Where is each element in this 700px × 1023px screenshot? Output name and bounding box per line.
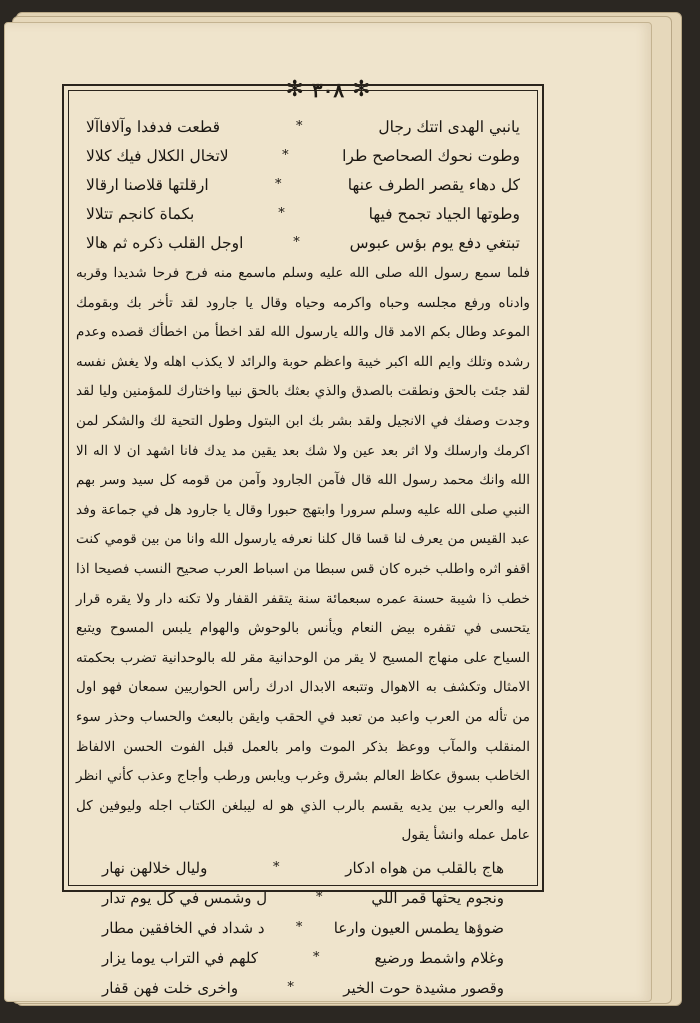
verse-hemistich-second: كلهم في التراب يوما يزار <box>102 948 258 967</box>
verse-hemistich-second: اوجل القلب ذكره ثم هالا <box>86 233 244 252</box>
text-block <box>76 112 530 997</box>
page-number: ٣٠٨ <box>311 78 345 102</box>
ornament-right-icon: ✻ <box>352 77 371 102</box>
verse-hemistich-first: هاج بالقلب من هواه ادكار <box>345 858 504 877</box>
verse-hemistich-first: كل دهاء يقصر الطرف عنها <box>347 175 520 194</box>
verse-separator: * <box>293 235 300 250</box>
verse-separator: * <box>316 890 323 906</box>
verse-separator: * <box>282 148 289 163</box>
verse-separator: * <box>273 860 280 876</box>
verse-line <box>76 141 530 170</box>
verse-hemistich-second: واخرى خلت فهن قفار <box>102 978 239 997</box>
verse-line <box>76 228 530 257</box>
verse-hemistich-second: ل وشمس في كل يوم تدار <box>102 888 268 907</box>
poem-bottom <box>76 853 530 1003</box>
verse-line <box>76 853 530 883</box>
verse-separator: * <box>275 177 282 192</box>
verse-line <box>76 170 530 199</box>
verse-hemistich-second: ارقلتها قلاصنا ارقالا <box>86 175 209 194</box>
verse-hemistich-first: وقصور مشيدة حوت الخير <box>343 978 504 997</box>
verse-hemistich-second: وليال خلالهن نهار <box>102 858 208 877</box>
verse-line <box>76 112 530 141</box>
verse-hemistich-first: وطوتها الجياد تجمح فيها <box>368 204 520 223</box>
verse-hemistich-first: وغلام واشمط ورضيع <box>374 948 504 967</box>
verse-hemistich-second: لاتخال الكلال فيك كلالا <box>86 146 229 165</box>
verse-line <box>76 199 530 228</box>
verse-separator: * <box>313 950 320 966</box>
verse-hemistich-first: تبتغي دفع يوم بؤس عبوس <box>349 233 520 252</box>
verse-line <box>76 943 530 973</box>
verse-separator: * <box>278 206 285 221</box>
verse-line <box>76 913 530 943</box>
verse-line <box>76 883 530 913</box>
verse-hemistich-second: بكماة كانجم تتلالا <box>86 204 195 223</box>
verse-separator: * <box>287 980 294 996</box>
verse-separator: * <box>295 920 303 936</box>
verse-hemistich-first: ونجوم يحثها قمر اللي <box>371 888 504 907</box>
poem-top <box>76 112 530 257</box>
verse-hemistich-second: قطعت فدفدا وآلافاآلا <box>86 117 220 136</box>
verse-line <box>76 973 530 1003</box>
verse-hemistich-first: وطوت نحوك الصحاصح طرا <box>342 146 520 165</box>
verse-separator: * <box>295 119 303 134</box>
verse-hemistich-first: يانبي الهدى اتتك رجال <box>378 117 520 136</box>
verse-hemistich-second: د شداد في الخافقين مطار <box>102 918 265 937</box>
prose-paragraph: فلما سمع رسول الله صلى الله عليه وسلم ماسمع منه فرح فرحا شديدا وقربه وادناه ورفع مجلسه وحباه واكرمه وحياه وقال يا جارود لقد تأخر بك وبقومك الموعد وطال بكم الامد قال والله يارسول الله لقد اخطأ من اخطأك قصده وعدم رشده وتلك وايم الله اكبر خيبة واعظم حوبة والرائد لا يكذب اهله ولا يغش نفسه لقد جئت بالحق ونطقت بالصدق والذي بعثك بالحق نبيا واختارك للمؤمنين وليا لقد وجدت وصفك في الانجيل ولقد بشر بك ابن البتول وطول التحية لك والشكر لمن اكرمك وارسلك ولا اثر بعد عين ولا شك بعد يقين مد يدك فانا اشهد ان لا اله الا الله وانك محمد رسول الله قال فآمن الجارود وآمن من قومه كل سيد وسر بهم النبي صلى الله عليه وسلم سرورا وابتهج حبورا وقال يا جارود هل في جماعة وفد عبد القيس من يعرف لنا قسا قال كلنا نعرفه يارسول الله وانا من بين قومي كنت اقفو اثره واطلب خبره كان قس سبطا من اسباط العرب صحيح النسب فصيحا اذا خطب ذا شيبة حسنة عمره سبعمائة سنة يتقفر القفار ولا تكنه دار ولا يقره قرار يتحسى في تقفره بيض النعام ويأنس بالوحوش والهوام يلبس المسوح ويتبع السياح على منهاج المسيح لا يقر من الوحدانية مقر لله بالوحدانية تضرب بحكمته الامثال وتكشف به الاهوال وتتبعه الابدال ادرك رأس الحواريين سمعان فهو اول من تأله من العرب واعبد من تعبد في الحقب وايقن بالبعث والحساب وحذر سوء المنقلب والمآب ووعظ بذكر الموت وامر بالعمل قبل الفوت الحسن الالفاظ الخاطب بسوق عكاظ العالم بشرق وغرب ويابس ورطب وأجاج وعذب كأني انظر اليه والعرب بين يديه يقسم بالرب الذي هو له ليبلغن الكتاب اجله وليوفين كل عامل عمله وانشأ يقول <box>76 265 530 844</box>
ornament-left-icon: ✻ <box>285 77 304 102</box>
verse-hemistich-first: ضوؤها يطمس العيون وارعا <box>333 918 504 937</box>
